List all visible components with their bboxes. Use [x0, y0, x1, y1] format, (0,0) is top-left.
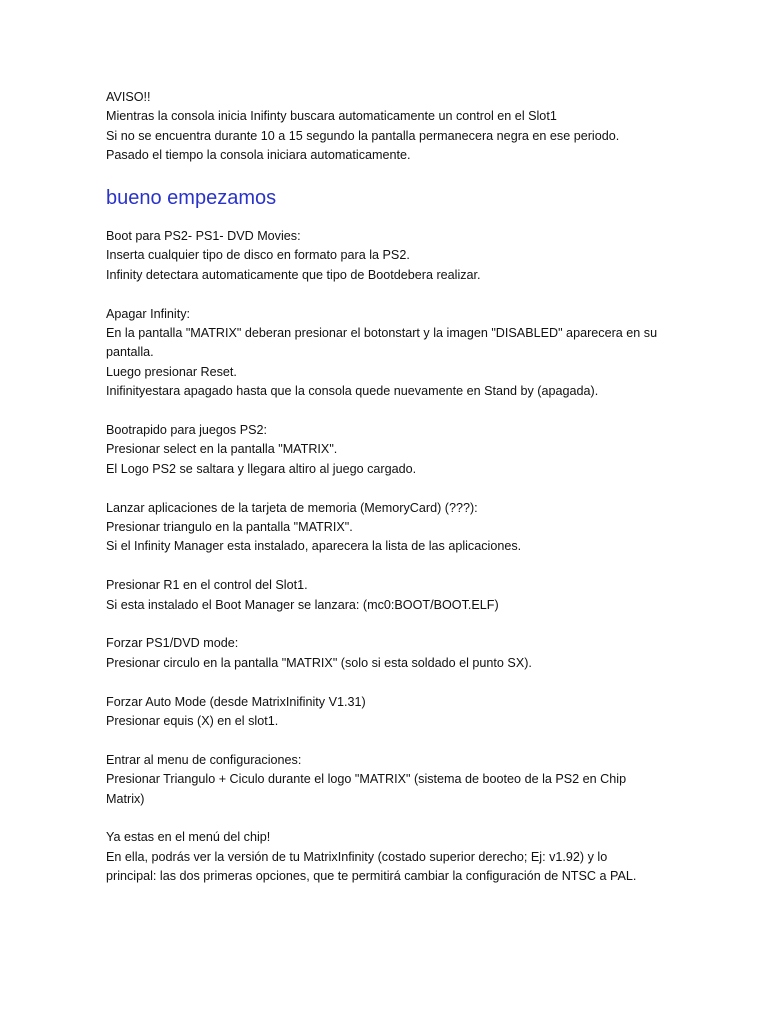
section-line: Presionar equis (X) en el slot1.	[106, 714, 279, 729]
section-line: pantalla.	[106, 345, 154, 360]
notice-line: Si no se encuentra durante 10 a 15 segundo la pantalla permanecera negra en ese periodo.	[106, 128, 620, 143]
section-title: Forzar Auto Mode (desde MatrixInifinity V1.31)	[106, 694, 366, 709]
section-line: En ella, podrás ver la versión de tu MatrixInfinity (costado superior derecho; Ej: v1.92) y lo	[106, 849, 608, 864]
section-title: Bootrapido para juegos PS2:	[106, 423, 268, 438]
section-line: Presionar select en la pantalla "MATRIX".	[106, 442, 338, 457]
section-line: Presionar triangulo en la pantalla "MATRIX".	[106, 520, 353, 535]
section-line: Presionar Triangulo + Ciculo durante el logo "MATRIX" (sistema de booteo de la PS2 en Chip	[106, 772, 627, 787]
section-apagar	[106, 305, 666, 402]
section-line: El Logo PS2 se saltara y llegara altiro al juego cargado.	[106, 461, 417, 476]
section-configuraciones	[106, 751, 666, 809]
section-heading: bueno empezamos	[106, 187, 277, 210]
section-title: Apagar Infinity:	[106, 306, 191, 321]
section-title: Ya estas en el menú del chip!	[106, 830, 271, 845]
section-title: Lanzar aplicaciones de la tarjeta de memoria (MemoryCard) (???):	[106, 500, 478, 515]
section-line: Matrix)	[106, 791, 145, 806]
section-title: Boot para PS2- PS1- DVD Movies:	[106, 229, 301, 244]
section-r1	[106, 576, 666, 615]
section-auto-mode	[106, 693, 666, 732]
section-line: Inifinityestara apagado hasta que la consola quede nuevamente en Stand by (apagada).	[106, 384, 599, 399]
section-line: Si el Infinity Manager esta instalado, aparecera la lista de las aplicaciones.	[106, 539, 522, 554]
section-menu-chip	[106, 828, 666, 886]
section-line: En la pantalla "MATRIX" deberan presionar el botonstart y la imagen "DISABLED" aparecera en su	[106, 326, 658, 341]
section-bootrapido	[106, 421, 666, 479]
section-title: Forzar PS1/DVD mode:	[106, 636, 239, 651]
notice-line: Mientras la consola inicia Inifinty buscara automaticamente un control en el Slot1	[106, 109, 557, 124]
section-line: Luego presionar Reset.	[106, 364, 237, 379]
section-line: Inserta cualquier tipo de disco en formato para la PS2.	[106, 248, 410, 263]
section-title: Entrar al menu de configuraciones:	[106, 752, 302, 767]
document-page	[106, 88, 666, 906]
section-line: Presionar circulo en la pantalla "MATRIX" (solo si esta soldado el punto SX).	[106, 655, 532, 670]
notice-line: Pasado el tiempo la consola iniciara automaticamente.	[106, 148, 411, 163]
notice-title: AVISO!!	[106, 90, 151, 104]
section-line: Si esta instalado el Boot Manager se lanzara: (mc0:BOOT/BOOT.ELF)	[106, 597, 499, 612]
section-title: Presionar R1 en el control del Slot1.	[106, 578, 308, 593]
section-ps1-dvd	[106, 634, 666, 673]
notice-block	[106, 88, 666, 166]
section-boot	[106, 227, 666, 285]
section-line: principal: las dos primeras opciones, que te permitirá cambiar la configuración de NTSC a PAL.	[106, 869, 637, 884]
section-aplicaciones	[106, 499, 666, 557]
section-line: Infinity detectara automaticamente que tipo de Bootdebera realizar.	[106, 267, 481, 282]
